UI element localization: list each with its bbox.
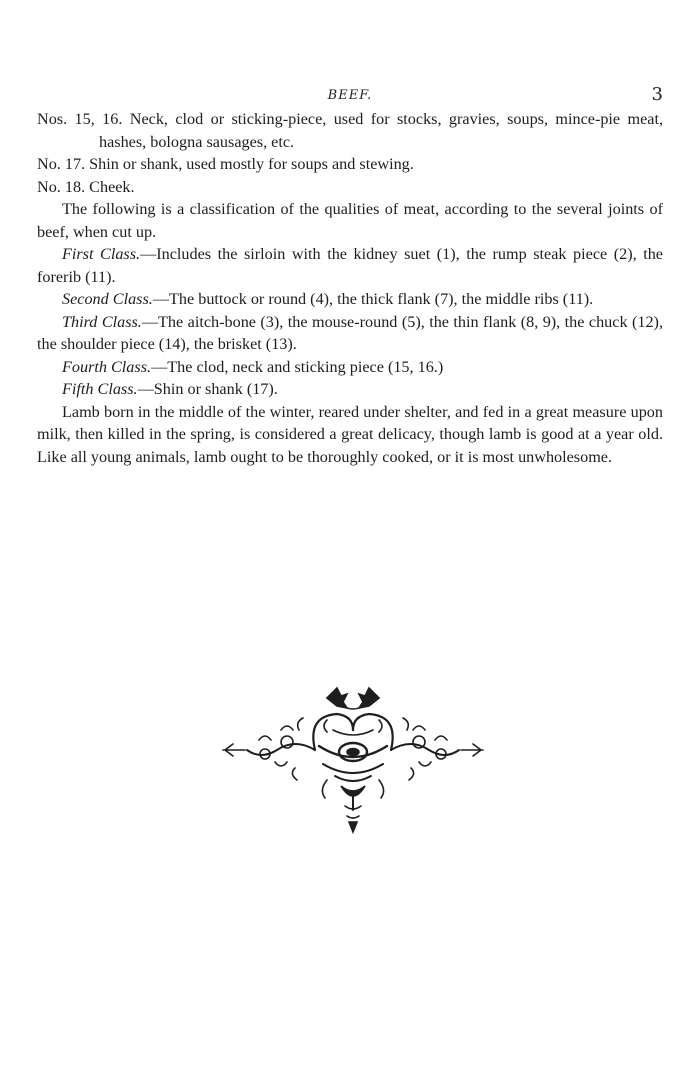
floral-vignette-icon bbox=[215, 680, 491, 840]
entry-text: Shin or shank, used mostly for soups and stewing. bbox=[89, 155, 414, 173]
class-label: Fifth Class. bbox=[62, 380, 138, 398]
class-third bbox=[37, 311, 663, 356]
pendant-icon bbox=[322, 776, 383, 832]
entry-number: No. 17. bbox=[37, 155, 86, 173]
class-text: —Shin or shank (17). bbox=[137, 380, 278, 398]
class-fifth bbox=[37, 378, 663, 401]
page bbox=[37, 84, 663, 468]
page-number: 3 bbox=[651, 84, 663, 105]
class-label: Third Class. bbox=[62, 312, 142, 331]
running-header bbox=[37, 84, 663, 108]
class-text: —The clod, neck and sticking piece (15, 16.) bbox=[151, 357, 444, 376]
scroll-right-icon bbox=[391, 718, 483, 780]
lamb-paragraph: Lamb born in the middle of the winter, reared under shelter, and fed in a great measure upon milk, then killed in the spring, is considered a great delicacy, though lamb is good at a year old. Like all young animals, lamb ought to be thoroughly cooked, or it is most unwholesome. bbox=[37, 402, 663, 466]
entry-text: Neck, clod or sticking-piece, used for stocks, gravies, soups, mince-pie meat, hashes, bologna sausages, etc. bbox=[99, 110, 663, 151]
class-label: Fourth Class. bbox=[62, 357, 152, 376]
class-text: —Includes the sirloin with the kidney suet (1), the rump steak piece (2), the forerib (11). bbox=[37, 245, 663, 286]
class-label: Second Class. bbox=[62, 290, 153, 308]
entry-18 bbox=[37, 176, 663, 199]
class-fourth bbox=[37, 356, 663, 379]
entry-17 bbox=[37, 153, 663, 176]
class-first bbox=[37, 243, 663, 288]
cartouche-icon bbox=[313, 714, 392, 773]
intro-paragraph: The following is a classification of the qualities of meat, according to the several joints of beef, when cut up. bbox=[37, 200, 663, 241]
body-text bbox=[37, 108, 663, 468]
class-text: —The aitch-bone (3), the mouse-round (5), the thin flank (8, 9), the chuck (12), the shoulder piece (14), the brisket (13). bbox=[37, 312, 663, 353]
entry-text: Cheek. bbox=[89, 177, 135, 196]
scroll-left-icon bbox=[223, 718, 315, 780]
class-text: —The buttock or round (4), the thick flank (7), the middle ribs (11). bbox=[152, 290, 594, 308]
entry-number: Nos. 15, 16. bbox=[37, 110, 123, 128]
class-second bbox=[37, 288, 663, 311]
entry-number: No. 18. bbox=[37, 177, 86, 196]
class-label: First Class. bbox=[62, 245, 141, 263]
entry-15-16 bbox=[37, 108, 663, 153]
running-title: BEEF. bbox=[327, 88, 373, 103]
bird-icon bbox=[327, 688, 379, 709]
